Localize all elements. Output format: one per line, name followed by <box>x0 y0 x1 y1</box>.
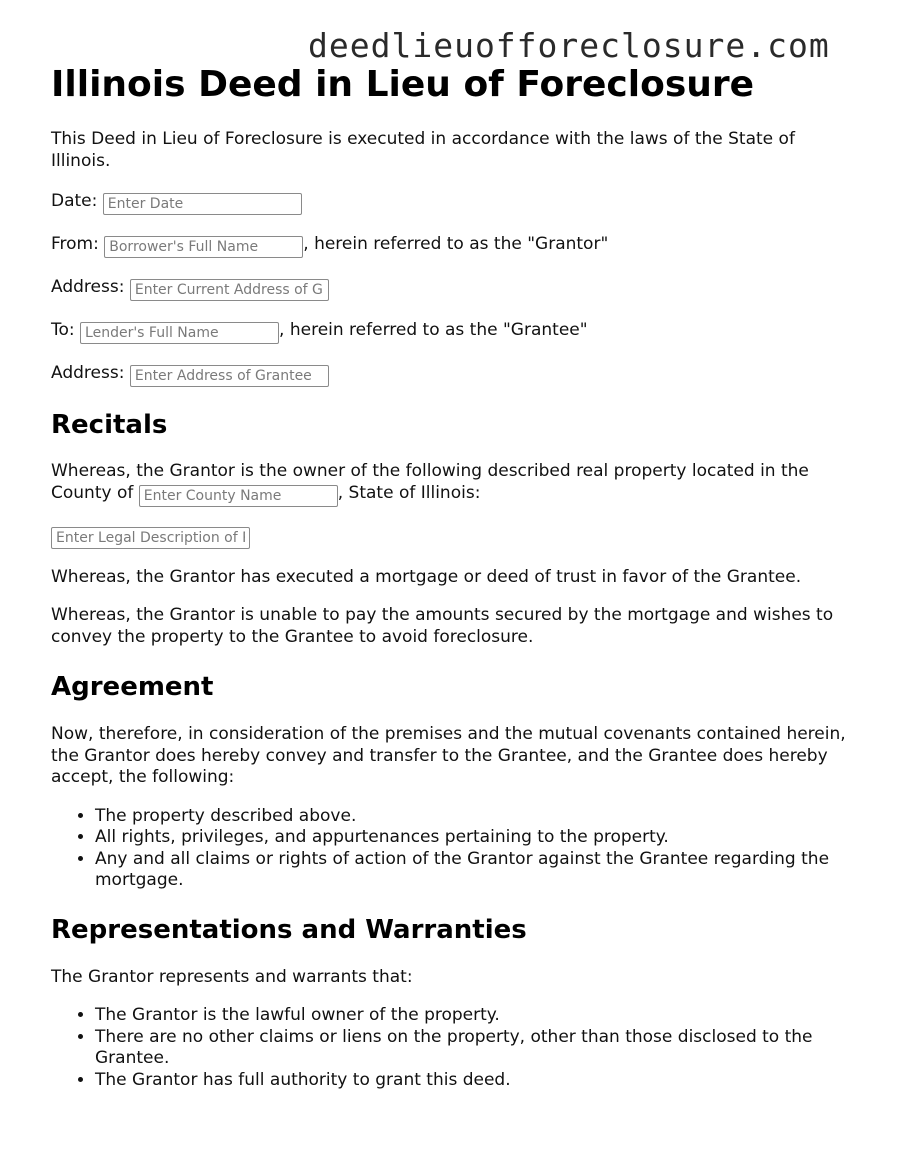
agreement-heading: Agreement <box>51 672 214 702</box>
to-label: To: <box>51 320 75 340</box>
list-item: • Any and all claims or rights of action of the Grantor against the Grantee regarding the mortgage. <box>95 849 851 892</box>
legal-description-row <box>51 525 851 549</box>
site-watermark: deedlieuofforeclosure.com <box>308 26 830 65</box>
grantor-address-row <box>51 277 851 301</box>
grantee-address-label: Address: <box>51 363 125 383</box>
from-row <box>51 234 851 258</box>
page-title: Illinois Deed in Lieu of Foreclosure <box>51 64 755 105</box>
recitals-paragraph-1 <box>51 461 851 507</box>
to-row <box>51 320 851 344</box>
representations-heading: Representations and Warranties <box>51 914 527 945</box>
grantor-address-input[interactable] <box>130 279 329 301</box>
list-item: • The property described above. <box>95 806 851 828</box>
recitals-paragraph-2: Whereas, the Grantor has executed a mortgage or deed of trust in favor of the Grantee. <box>51 566 802 587</box>
grantee-address-input[interactable] <box>130 365 329 387</box>
list-item: • All rights, privileges, and appurtenances pertaining to the property. <box>95 827 851 849</box>
borrower-name-input[interactable] <box>104 236 303 258</box>
grantee-address-row <box>51 363 851 387</box>
recitals-paragraph-3: Whereas, the Grantor is unable to pay the amounts secured by the mortgage and wishes to convey the property to the Grantee to avoid foreclosure. <box>51 605 834 647</box>
agreement-list <box>51 806 851 892</box>
legal-description-input[interactable] <box>51 527 250 549</box>
list-item: • The Grantor has full authority to grant this deed. <box>95 1070 851 1092</box>
agreement-paragraph: Now, therefore, in consideration of the premises and the mutual covenants contained herein, the Grantor does hereby convey and transfer to the Grantee, and the Grantee does hereby accept, the following: <box>51 724 846 787</box>
deed-document <box>51 62 851 1091</box>
grantee-suffix: , herein referred to as the "Grantee" <box>279 320 588 340</box>
recitals-heading: Recitals <box>51 410 168 440</box>
grantor-suffix: , herein referred to as the "Grantor" <box>303 234 609 254</box>
list-item: • The Grantor is the lawful owner of the property. <box>95 1005 851 1027</box>
list-item: • There are no other claims or liens on the property, other than those disclosed to the Grantee. <box>95 1027 851 1070</box>
lender-name-input[interactable] <box>80 322 279 344</box>
date-label: Date: <box>51 191 98 211</box>
county-input[interactable] <box>139 485 338 507</box>
from-label: From: <box>51 234 99 254</box>
representations-paragraph: The Grantor represents and warrants that: <box>51 966 413 987</box>
recitals-p1-before: Whereas, the Grantor is the owner of the following described real property located in the County of <box>51 461 809 503</box>
grantor-address-label: Address: <box>51 277 125 297</box>
recitals-p1-after: , State of Illinois: <box>337 482 481 503</box>
representations-list <box>51 1005 851 1091</box>
intro-paragraph: This Deed in Lieu of Foreclosure is executed in accordance with the laws of the State of Illinois. <box>51 129 795 171</box>
date-input[interactable] <box>103 193 302 215</box>
date-row <box>51 191 851 215</box>
